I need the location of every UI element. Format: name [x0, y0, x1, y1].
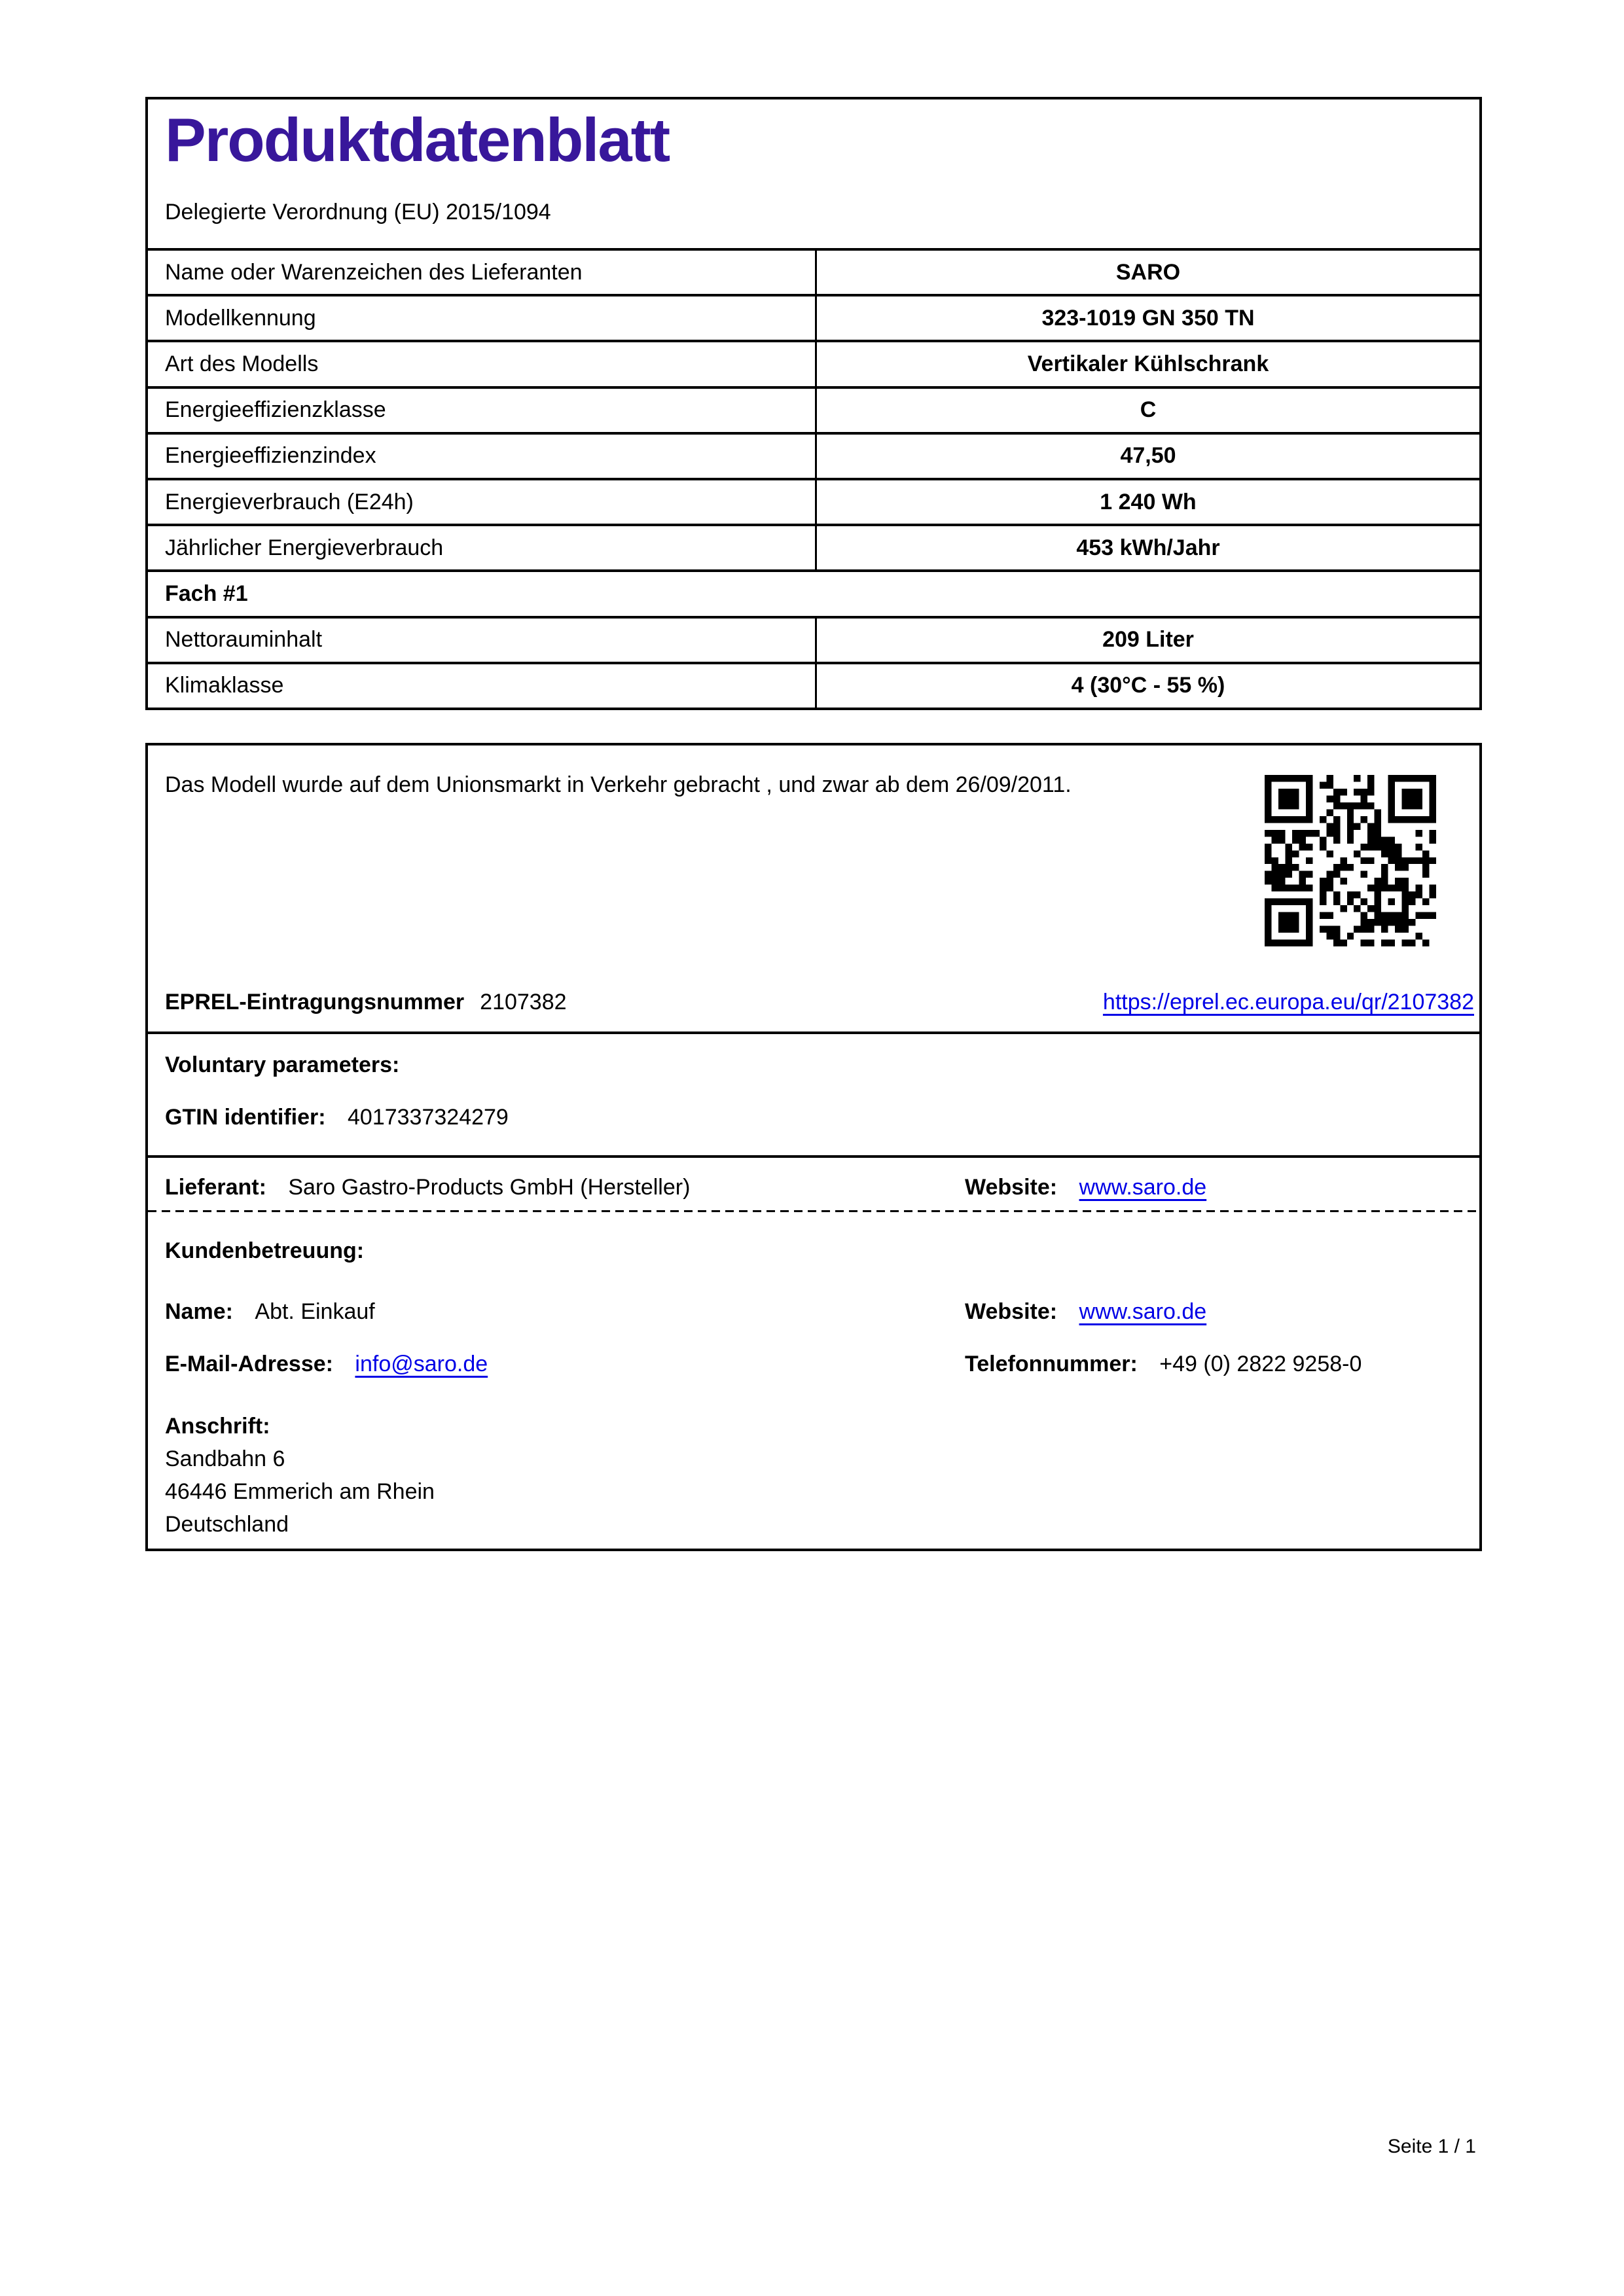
row-value: 47,50	[815, 435, 1479, 478]
eprel-label: EPREL-Eintragungsnummer	[165, 990, 465, 1014]
support-email-row	[165, 1351, 1474, 1377]
row-value: 4 (30°C - 55 %)	[815, 664, 1479, 708]
section-divider	[148, 1155, 1479, 1158]
product-datasheet-box	[145, 97, 1482, 710]
support-name-row	[165, 1299, 1474, 1325]
table-row	[148, 248, 1479, 294]
row-label: Energieeffizienzindex	[165, 443, 376, 469]
name-value: Abt. Einkauf	[255, 1299, 375, 1324]
support-website	[965, 1299, 1206, 1325]
address-line: Deutschland	[165, 1512, 289, 1537]
phone-value: +49 (0) 2822 9258-0	[1159, 1352, 1362, 1376]
row-label: Name oder Warenzeichen des Lieferanten	[165, 259, 583, 285]
supplier-row	[165, 1174, 1474, 1200]
table-row	[148, 432, 1479, 478]
row-value: 453 kWh/Jahr	[815, 526, 1479, 569]
email-label: E-Mail-Adresse:	[165, 1352, 333, 1376]
row-label: Energieeffizienzklasse	[165, 397, 386, 423]
qr-code-icon	[1265, 775, 1436, 946]
eprel-row	[165, 989, 1474, 1015]
row-label: Modellkennung	[165, 305, 316, 331]
eprel-number: 2107382	[480, 990, 567, 1014]
website-label: Website:	[965, 1175, 1058, 1200]
spec-table	[148, 248, 1479, 708]
market-placement-text: Das Modell wurde auf dem Unionsmarkt in Verkehr gebracht , und zwar ab dem 26/09/2011.	[165, 772, 1072, 797]
supplier-info-box	[145, 743, 1482, 1551]
row-label: Jährlicher Energieverbrauch	[165, 535, 444, 560]
table-row	[148, 340, 1479, 386]
row-label: Klimaklasse	[165, 673, 284, 698]
section-label: Fach #1	[165, 581, 248, 607]
gtin-label: GTIN identifier:	[165, 1105, 326, 1130]
gtin-row	[165, 1104, 1474, 1130]
address-line: Sandbahn 6	[165, 1446, 285, 1471]
row-value: C	[815, 389, 1479, 432]
row-value: SARO	[815, 251, 1479, 294]
support-phone	[965, 1351, 1362, 1377]
row-label: Nettorauminhalt	[165, 627, 323, 653]
support-heading: Kundenbetreuung:	[165, 1238, 365, 1263]
row-label: Energieverbrauch (E24h)	[165, 489, 414, 514]
website-label: Website:	[965, 1299, 1058, 1324]
gtin-value: 4017337324279	[348, 1105, 509, 1130]
supplier-website	[965, 1174, 1206, 1200]
row-value: 209 Liter	[815, 619, 1479, 662]
email-link[interactable]: info@saro.de	[355, 1352, 488, 1376]
name-label: Name:	[165, 1299, 233, 1324]
table-row	[148, 386, 1479, 432]
supplier-value: Saro Gastro-Products GmbH (Hersteller)	[288, 1175, 691, 1200]
row-label: Art des Modells	[165, 351, 319, 376]
row-value: 323-1019 GN 350 TN	[815, 296, 1479, 340]
address-heading: Anschrift:	[165, 1414, 270, 1439]
website-link[interactable]: www.saro.de	[1079, 1299, 1207, 1324]
table-row	[148, 616, 1479, 662]
voluntary-heading: Voluntary parameters:	[165, 1052, 400, 1077]
supplier-label: Lieferant:	[165, 1175, 266, 1200]
eprel-link[interactable]: https://eprel.ec.europa.eu/qr/2107382	[1102, 990, 1474, 1014]
table-row	[148, 478, 1479, 524]
dashed-divider	[148, 1210, 1479, 1212]
page-title: Produktdatenblatt	[165, 105, 670, 174]
table-section-row	[148, 569, 1479, 615]
address-line: 46446 Emmerich am Rhein	[165, 1479, 435, 1504]
website-link[interactable]: www.saro.de	[1079, 1175, 1207, 1200]
table-row	[148, 524, 1479, 569]
section-divider	[148, 1031, 1479, 1034]
row-value: Vertikaler Kühlschrank	[815, 342, 1479, 386]
page-footer: Seite 1 / 1	[1387, 2136, 1476, 2157]
phone-label: Telefonnummer:	[965, 1352, 1138, 1376]
table-row	[148, 294, 1479, 340]
table-row	[148, 662, 1479, 708]
regulation-subtitle: Delegierte Verordnung (EU) 2015/1094	[165, 200, 551, 224]
row-value: 1 240 Wh	[815, 480, 1479, 524]
